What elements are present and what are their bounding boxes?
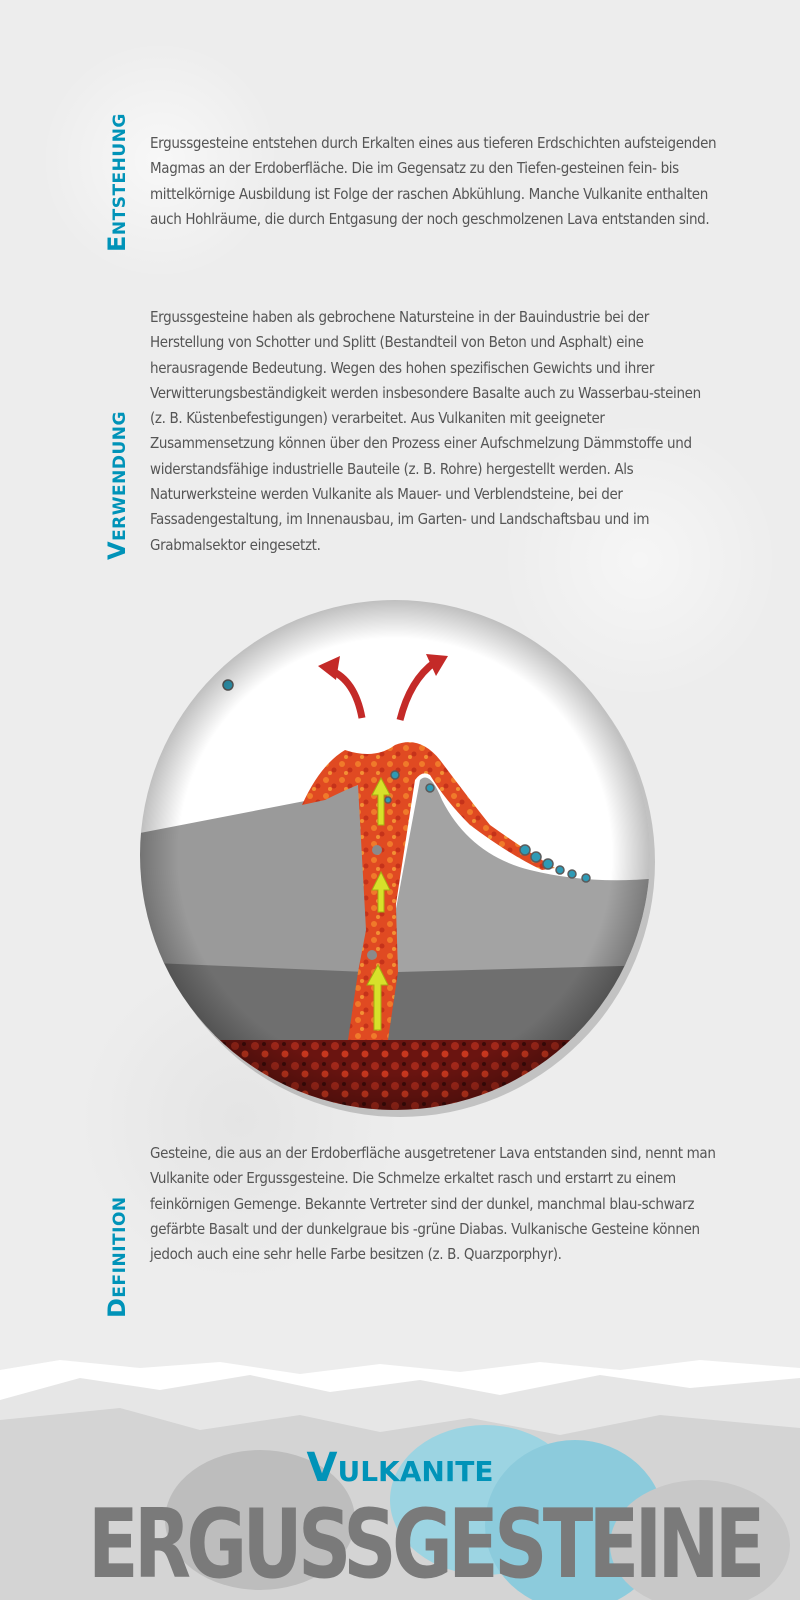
section-label-entstehung: Entstehung <box>103 113 131 252</box>
footer-title: ERGUSSGESTEINE <box>88 1490 761 1600</box>
entstehung-text: Ergussgesteine entstehen durch Erkalten eines aus tieferen Erdschichten aufsteigenden Magmas an der Erdoberfläche. Die im Gegensatz zu den Tiefen-gesteinen fein- bis mittelkörnige Ausbildung ist Folge der raschen Abkühlung. Manche Vulkanite enthalten auch Hohlräume, die durch Entgasung der noch geschmolzenen Lava entstanden sind. <box>150 134 717 228</box>
section-label-definition: Definition <box>103 1196 131 1318</box>
verwendung-text: Ergussgesteine haben als gebrochene Natursteine in der Bauindustrie bei der Herstellung von Schotter und Splitt (Bestandteil von Beton und Asphalt) eine herausragende Bedeutung. Wegen des hohen spezifischen Gewichts und ihrer Verwitterungsbeständigkeit werden insbesondere Basalte auch zu Wasserbau-steinen (z. B. Küstenbefestigungen) verarbeitet. Aus Vulkaniten mit geeigneter Zusammensetzung können über den Prozess einer Aufschmelzung Dämmstoffe und widerstandsfähige industrielle Bauteile (z. B. Rohre) hergestellt werden. Als Naturwerksteine werden Vulkanite als Mauer- und Verblendsteine, bei der Fassadengestaltung, im Innenausbau, im Garten- und Landschaftsbau und im Grabmalsektor eingesetzt. <box>150 308 701 554</box>
section-label-verwendung: Verwendung <box>103 411 131 560</box>
volcano-illustration <box>130 600 660 1120</box>
definition-text: Gesteine, die aus an der Erdoberfläche ausgetretener Lava entstanden sind, nennt man Vulkanite oder Ergussgesteine. Die Schmelze erkaltet rasch und erstarrt zu einem feinkörnigen Gemenge. Bekannte Vertreter sind der dunkel, manchmal blau-schwarz gefärbte Basalt und der dunkelgraue bis -grüne Diabas. Vulkanische Gesteine können jedoch auch eine sehr helle Farbe besitzen (z. B. Quarzporphyr). <box>150 1144 716 1264</box>
footer-subtitle: Vulkanite <box>306 1445 494 1491</box>
